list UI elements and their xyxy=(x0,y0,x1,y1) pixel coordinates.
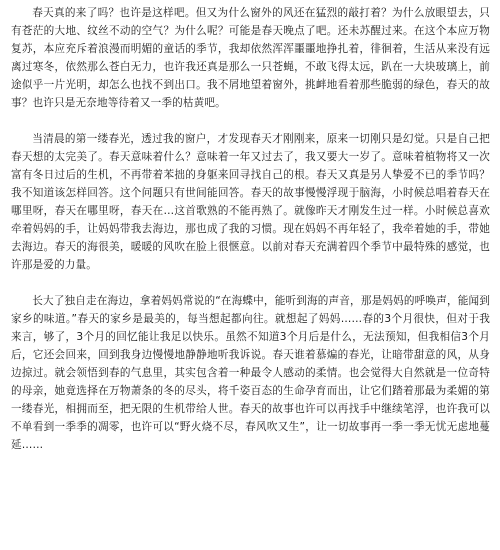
article-paragraph-2: 当清晨的第一缕春光，透过我的窗户，才发现春天才刚刚来，原来一切刚只是幻觉。只是自己把春天想的太完美了。春天意味着什么？意味着一年又过去了，我又要大一岁了。意味着植物将又一次富有冬日过后的生机，不再带着苯拙的身躯来回寻找自己的根。春天又真是另人挚爱不已的季节吗？我不知道该怎样回答。这个问题只有世间能回答。春天的故事慢慢浮现于脑海，小时候总唱着春天在哪里呀，春天在哪里呀，春天在…这首歌熟的不能再熟了。就像昨天才刚发生过一样。小时候总喜欢牵着妈妈的手，让妈妈带我去海边，那也成了我的习惯。现在妈妈不再年轻了，我牵着她的手，带她去海边。春天的海很美，暖暖的风吹在脸上很惬意。以前对春天充满着四个季节中最特殊的感觉，也许那是爱的力量。 xyxy=(11,133,490,271)
article-paragraph-3: 长大了独自走在海边，拿着妈妈常说的“在海蝶中，能听到海的声音，那是妈妈的呼唤声，能闻到家乡的味道。”春天的家乡是最美的，每当想起都向往。就想起了妈妈……春的3个月很快，但对于我来言，够了，3个月的回忆能让我足以快乐。虽然不知道3个月后是什么，无法预知，但我相信3个月后，它还会回来，回到我身边慢慢地静静地听我诉说。春天谁着慕煸的春光，让暗带甜意的风，从身边掠过。就会领悟到春的气息里，其实包含着一种最令人感动的柔情。也会觉得大自然就是一位奇特的母亲，她竟选择在万物萧条的冬的尽头，将千姿百态的生命孕育而出，让它们踏着那最为柔媚的第一缕春光，相拥而至，把无限的生机带给人世。春天的故事也许可以再找手中继续笔浮，也许我可以不单看到一季季的凋零，也许可以“野火烧不尽，春风吹又生”，让一切故事再一季一季无忧无虑地蔓延…… xyxy=(11,295,490,451)
article-paragraph-1: 春天真的来了吗？也许是这样吧。但又为什么窗外的风还在猛烈的敲打着？为什么放眼望去，只有苍茫的大地、纹丝不动的空气？为什么呢？可能是春天晚点了吧。还未苏醒过来。在这个本应万物复苏，本应充斥着浪漫而明媚的童话的季节，我却依然浑浑噩噩地挣扎着，徘徊着，生活从来没有远离过寒冬，依然那么苍白无力，也许我还真是那么一只苍蝇，不敢飞得太远，趴在一大块玻璃上，前途似乎一片光明，却怎么也找不到出口。我不屑地望着窗外，挑衅地看着那些脆弱的绿色，春天的故事？也许只是无奈地等待着又一季的枯黄吧。 xyxy=(11,7,490,109)
